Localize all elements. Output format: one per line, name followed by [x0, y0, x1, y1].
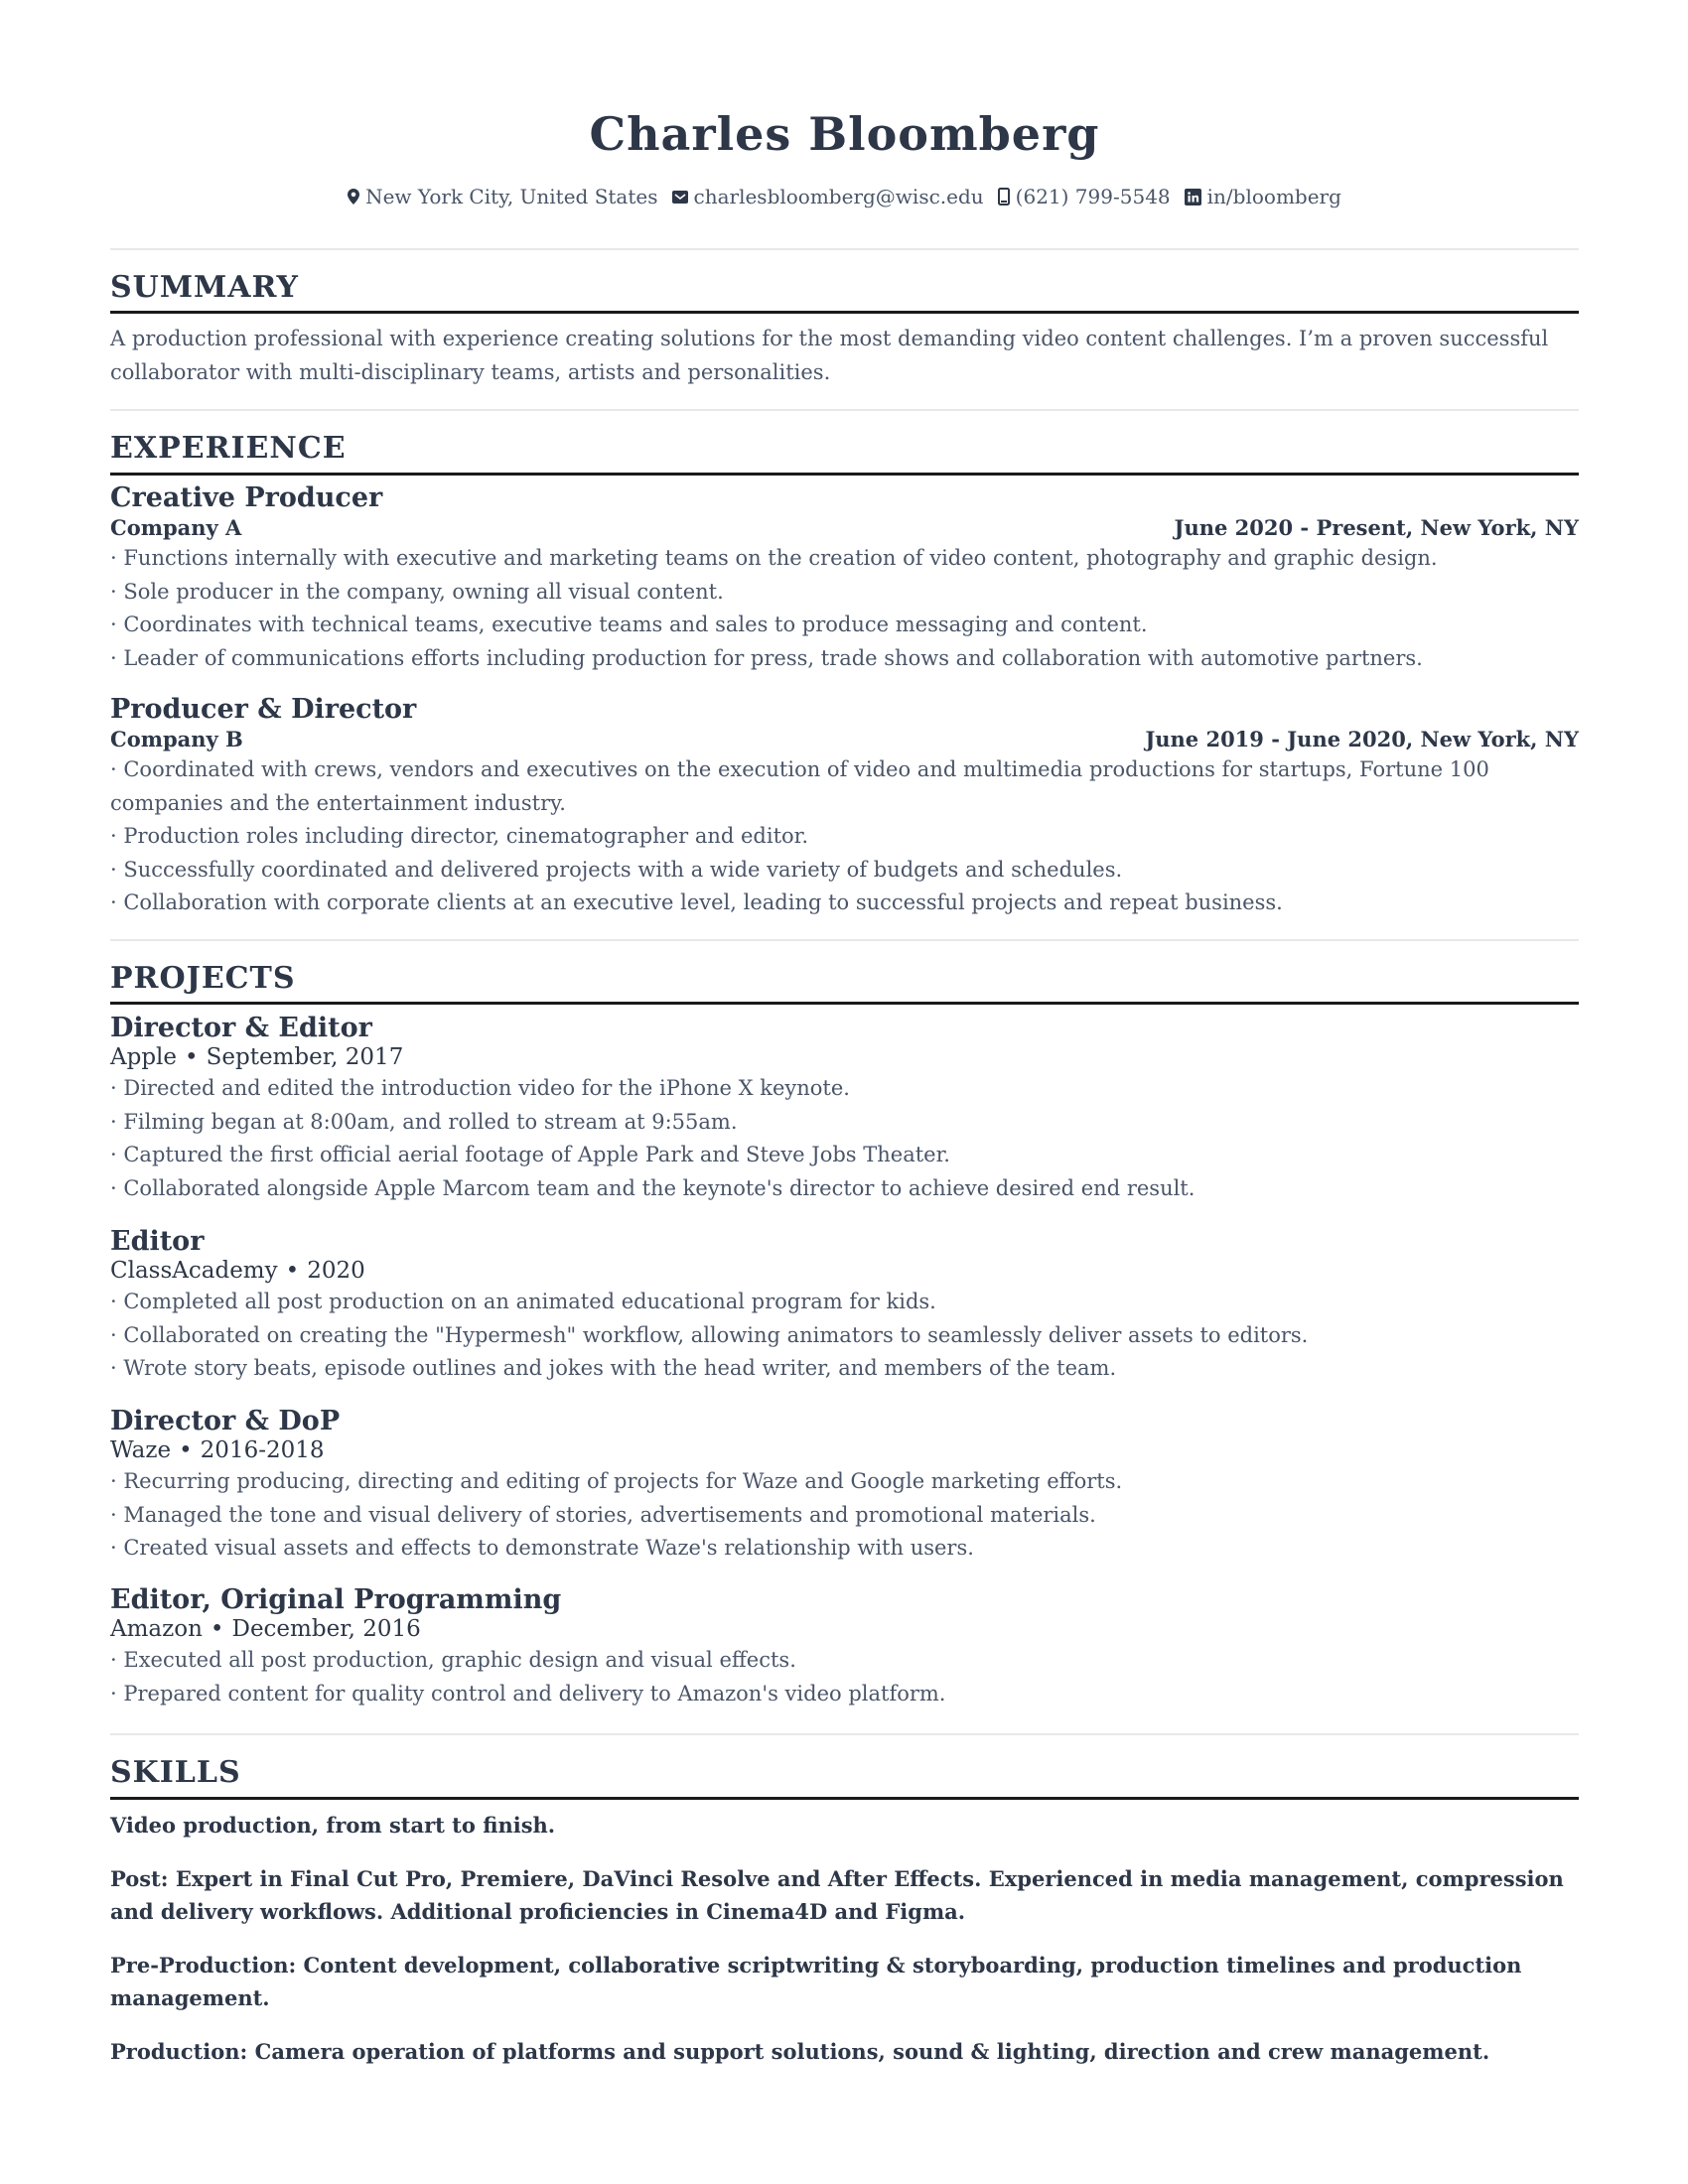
- list-item: · Functions internally with executive and marketing teams on the creation of video content, photography and graphic design.: [110, 542, 1579, 576]
- job-dates-location: June 2020 - Present, New York, NY: [1174, 515, 1579, 540]
- company-name: Company A: [110, 515, 242, 540]
- skill-item: Post: Expert in Final Cut Pro, Premiere, DaVinci Resolve and After Effects. Experienced in media management, compression and delivery workflows. Additional proficiencies in Cinema4D and Figma.: [110, 1865, 1564, 1924]
- project-entry: [110, 1227, 1579, 1386]
- contact-location: [348, 183, 657, 210]
- job-title: Producer & Director: [110, 694, 417, 725]
- contact-bar: [110, 183, 1579, 210]
- phone-icon: [998, 188, 1010, 205]
- list-item: · Recurring producing, directing and editing of projects for Waze and Google marketing efforts.: [110, 1465, 1579, 1499]
- project-date: December, 2016: [231, 1616, 421, 1642]
- project-bullets: [110, 1072, 1579, 1205]
- project-client: ClassAcademy: [110, 1258, 278, 1284]
- list-item: · Coordinated with crews, vendors and executives on the execution of video and multimedia productions for startups, Fortune 100 companies and the entertainment industry.: [110, 753, 1579, 820]
- meta-separator: •: [285, 1258, 300, 1284]
- section-divider: [110, 248, 1579, 250]
- section-divider: [110, 939, 1579, 941]
- section-rule: [110, 473, 1579, 476]
- list-item: · Completed all post production on an animated educational program for kids.: [110, 1286, 1579, 1319]
- project-bullets: [110, 1286, 1579, 1386]
- contact-email[interactable]: [672, 183, 984, 210]
- linkedin-icon: [1185, 189, 1201, 205]
- section-divider: [110, 1733, 1579, 1735]
- project-role: Editor: [110, 1226, 205, 1257]
- section-title-summary: SUMMARY: [110, 270, 299, 305]
- job-meta: [110, 725, 1579, 753]
- list-item: · Captured the first official aerial footage of Apple Park and Steve Jobs Theater.: [110, 1139, 1579, 1172]
- project-date: 2016-2018: [200, 1437, 325, 1463]
- project-date: 2020: [307, 1258, 365, 1284]
- contact-linkedin[interactable]: [1185, 183, 1341, 210]
- project-role: Director & DoP: [110, 1406, 341, 1436]
- project-client: Amazon: [110, 1616, 203, 1642]
- project-entry: [110, 1014, 1579, 1205]
- list-item: · Successfully coordinated and delivered projects with a wide variety of budgets and schedules.: [110, 854, 1579, 887]
- section-title-projects: PROJECTS: [110, 961, 296, 996]
- list-item: · Filming began at 8:00am, and rolled to stream at 9:55am.: [110, 1106, 1579, 1140]
- list-item: · Managed the tone and visual delivery of stories, advertisements and promotional materials.: [110, 1499, 1579, 1533]
- phone-link[interactable]: (621) 799-5548: [1015, 185, 1171, 208]
- project-entry: [110, 1407, 1579, 1566]
- list-item: · Collaborated alongside Apple Marcom team and the keynote's director to achieve desired end result.: [110, 1172, 1579, 1206]
- list-item: · Created visual assets and effects to demonstrate Waze's relationship with users.: [110, 1532, 1579, 1566]
- project-client: Apple: [110, 1044, 178, 1070]
- section-rule: [110, 1797, 1579, 1800]
- list-item: · Collaborated on creating the "Hypermesh" workflow, allowing animators to seamlessly deliver assets to editors.: [110, 1319, 1579, 1353]
- list-item: · Prepared content for quality control and delivery to Amazon's video platform.: [110, 1678, 1579, 1711]
- list-item: · Coordinates with technical teams, executive teams and sales to produce messaging and content.: [110, 609, 1579, 642]
- summary-text: A production professional with experience creating solutions for the most demanding video content challenges. I’m a proven successful collaborator with multi-disciplinary teams, artists and personalities.: [110, 327, 1549, 384]
- section-rule: [110, 311, 1579, 314]
- mail-icon: [672, 191, 688, 204]
- location-text: New York City, United States: [365, 185, 658, 208]
- job-dates-location: June 2019 - June 2020, New York, NY: [1145, 727, 1579, 751]
- list-item: · Directed and edited the introduction video for the iPhone X keynote.: [110, 1072, 1579, 1106]
- meta-separator: •: [185, 1044, 199, 1070]
- map-pin-icon: [348, 189, 359, 205]
- experience-entry: [110, 695, 1579, 920]
- section-rule: [110, 1002, 1579, 1005]
- job-meta: [110, 513, 1579, 542]
- list-item: · Executed all post production, graphic design and visual effects.: [110, 1644, 1579, 1678]
- skill-item: Pre-Production: Content development, collaborative scriptwriting & storyboarding, production timelines and production management.: [110, 1952, 1522, 2010]
- list-item: · Production roles including director, cinematographer and editor.: [110, 820, 1579, 854]
- list-item: · Collaboration with corporate clients at an executive level, leading to successful projects and repeat business.: [110, 887, 1579, 920]
- summary-section: [110, 323, 1579, 389]
- skill-item: Video production, from start to finish.: [110, 1813, 556, 1838]
- job-title: Creative Producer: [110, 482, 383, 513]
- meta-separator: •: [179, 1437, 193, 1463]
- project-role: Director & Editor: [110, 1013, 372, 1043]
- project-meta: [110, 1257, 1579, 1286]
- company-name: Company B: [110, 727, 243, 751]
- project-bullets: [110, 1644, 1579, 1710]
- section-divider: [110, 409, 1579, 411]
- section-title-experience: EXPERIENCE: [110, 431, 347, 466]
- project-meta: [110, 1043, 1579, 1072]
- skill-item: Production: Camera operation of platforms and support solutions, sound & lighting, direction and crew management.: [110, 2038, 1490, 2064]
- list-item: · Leader of communications efforts including production for press, trade shows and collaboration with automotive partners.: [110, 642, 1579, 676]
- meta-separator: •: [210, 1616, 224, 1642]
- section-title-skills: SKILLS: [110, 1755, 241, 1790]
- project-meta: [110, 1615, 1579, 1644]
- project-meta: [110, 1436, 1579, 1465]
- job-bullets: [110, 542, 1579, 675]
- skills-section: [110, 1809, 1579, 2088]
- linkedin-link[interactable]: in/bloomberg: [1206, 185, 1341, 208]
- contact-phone[interactable]: [998, 183, 1171, 210]
- project-role: Editor, Original Programming: [110, 1584, 562, 1615]
- job-bullets: [110, 753, 1579, 920]
- email-link[interactable]: charlesbloomberg@wisc.edu: [693, 185, 984, 208]
- project-client: Waze: [110, 1437, 172, 1463]
- experience-entry: [110, 483, 1579, 675]
- project-entry: [110, 1585, 1579, 1710]
- project-bullets: [110, 1465, 1579, 1566]
- project-date: September, 2017: [206, 1044, 404, 1070]
- list-item: · Wrote story beats, episode outlines and jokes with the head writer, and members of the team.: [110, 1352, 1579, 1386]
- list-item: · Sole producer in the company, owning all visual content.: [110, 576, 1579, 610]
- candidate-name: Charles Bloomberg: [589, 107, 1100, 161]
